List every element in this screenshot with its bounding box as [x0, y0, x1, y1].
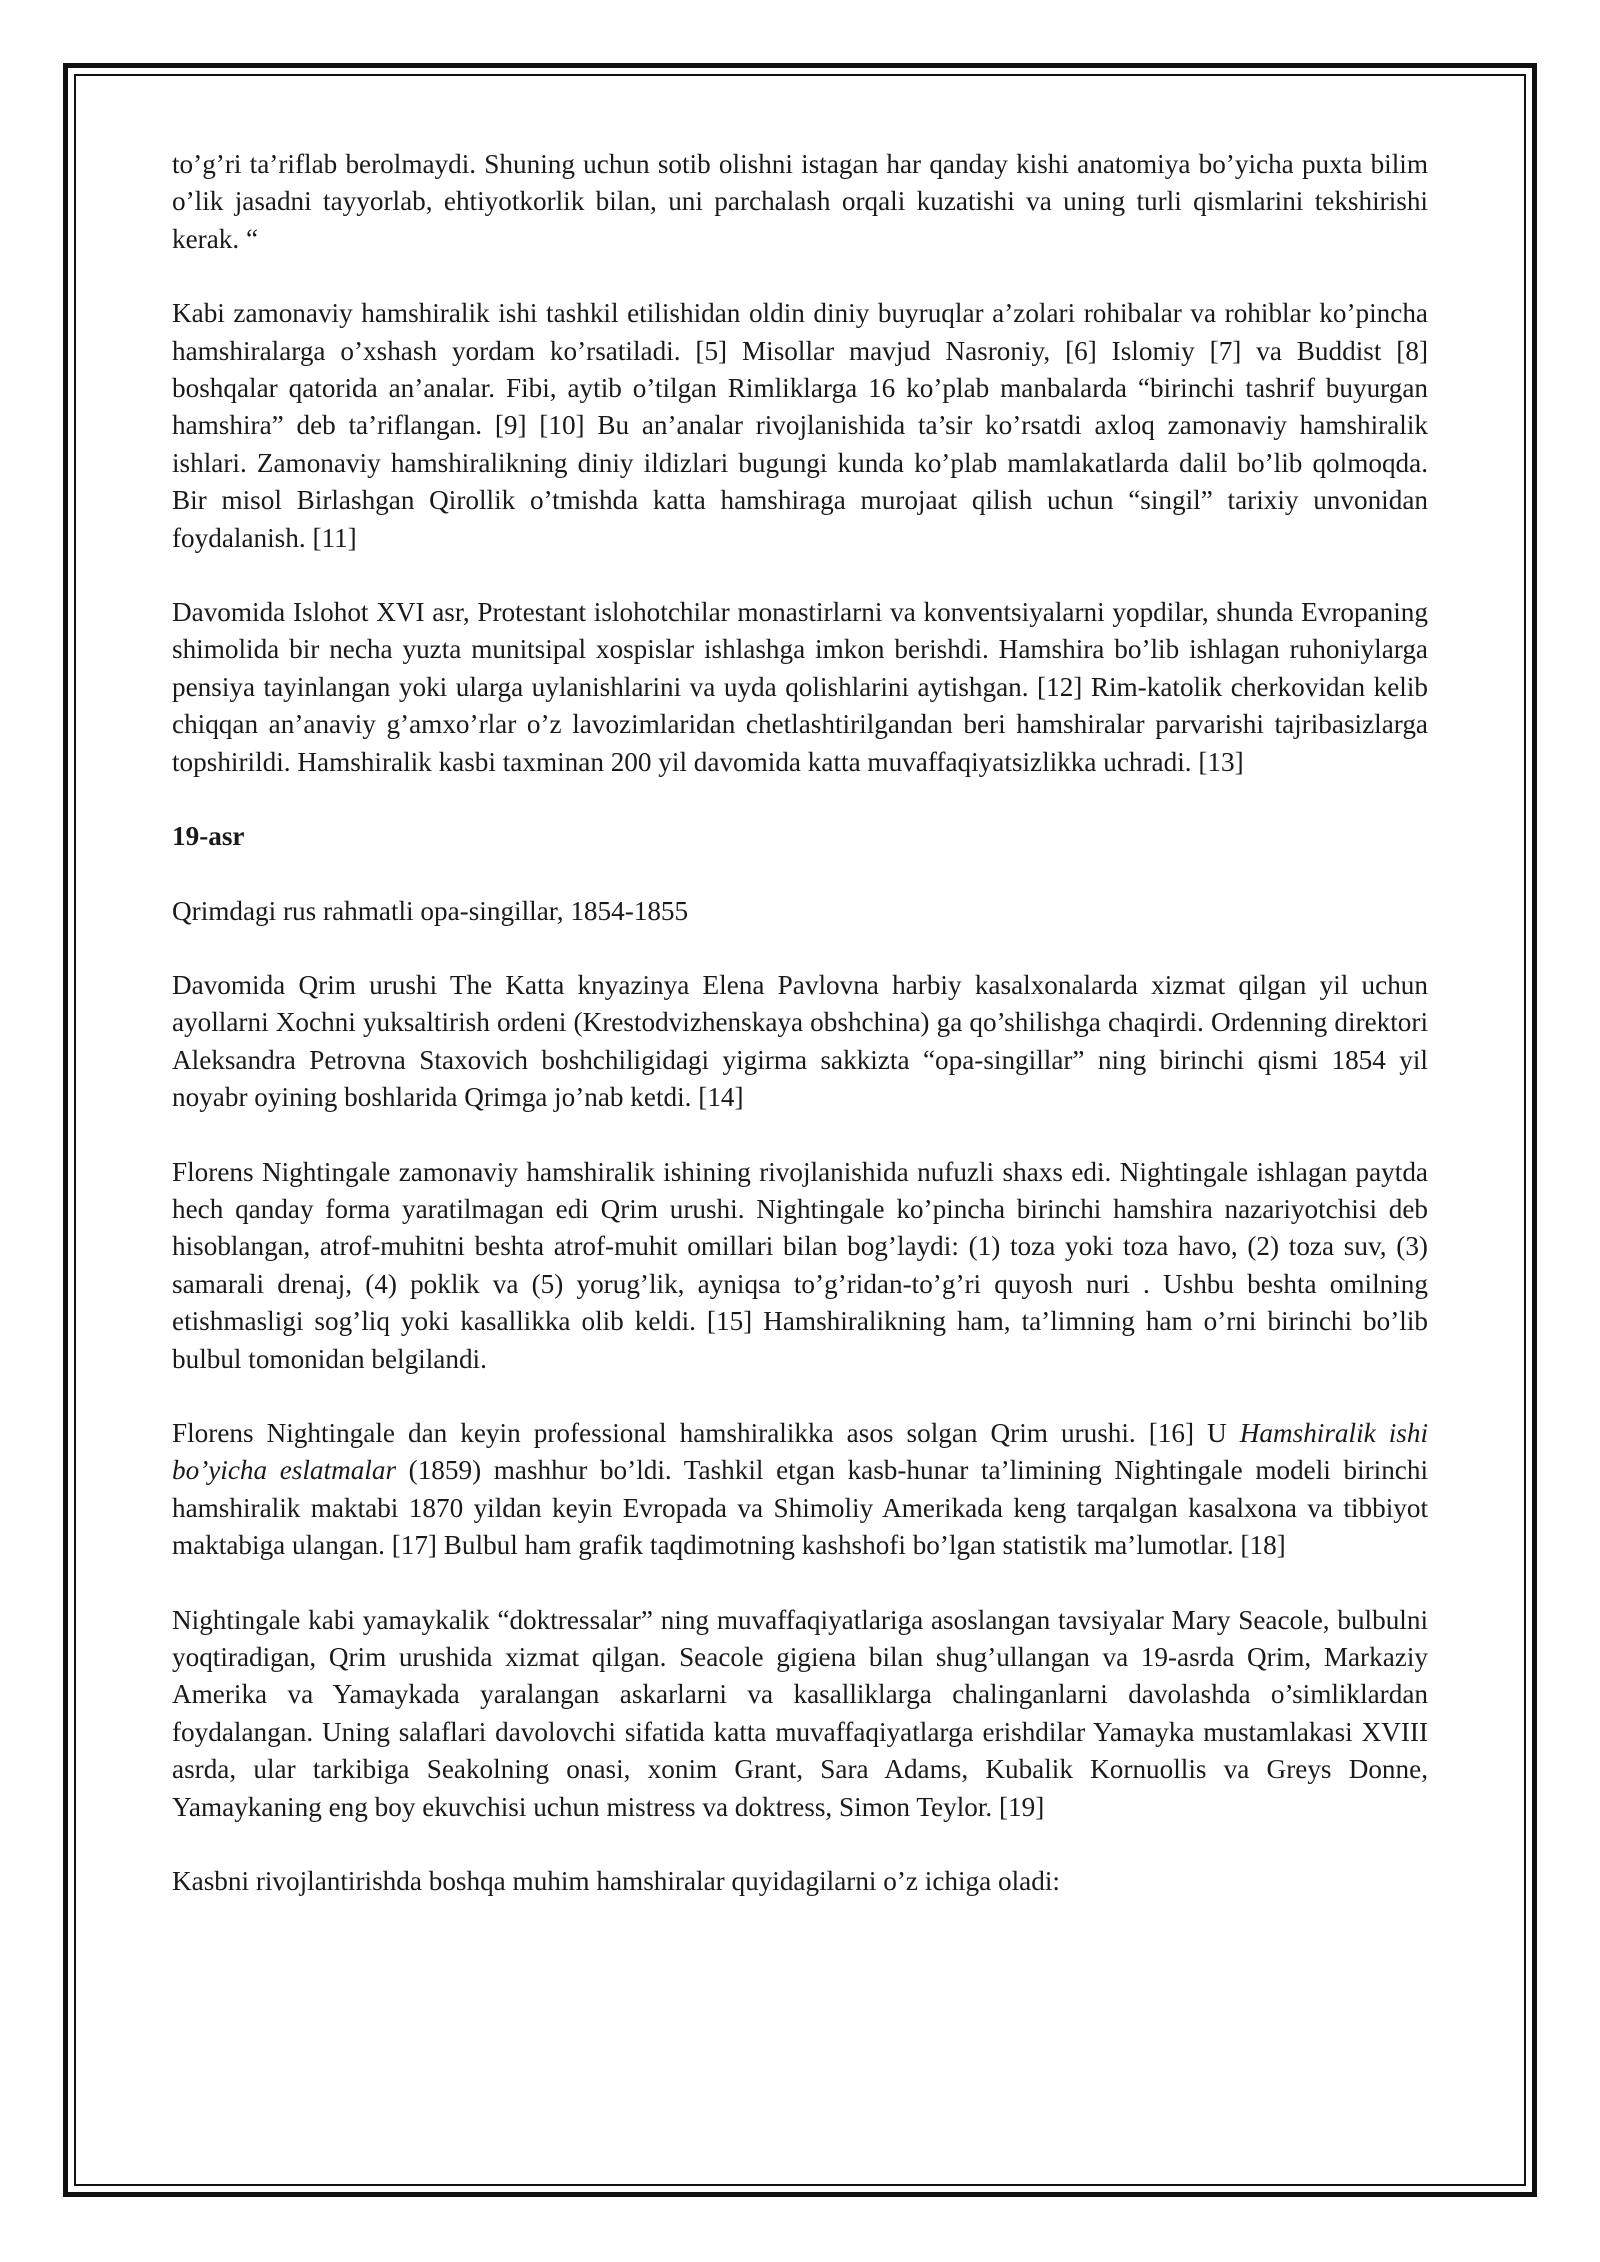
paragraph: Davomida Qrim urushi The Katta knyazinya Elena Pavlovna harbiy kasalxonalarda xizmat qilgan yil uchun ayollarni Xochni yuksaltirish ordeni (Krestodvizhenskaya obshchina) ga qo’shilishga chaqirdi. Ordenning direktori Aleksandra Petrovna Staxovich boshchiligidagi yigirma sakkizta “opa-singillar” ning birinchi qismi 1854 yil noyabr oyining boshlarida Qrimga jo’nab ketdi. [14]	[172, 969, 1428, 1113]
paragraph: Nightingale kabi yamaykalik “doktressalar” ning muvaffaqiyatlariga asoslangan tavsiyalar Mary Seacole, bulbulni yoqtiradigan, Qrim urushida xizmat qilgan. Seacole gigiena bilan shug’ullangan va 19-asrda Qrim, Markaziy Amerika va Yamaykada yaralangan askarlarni va kasalliklarga chalinganlarni davolashda o’simliklardan foydalangan. Uning salaflari davolovchi sifatida katta muvaffaqiyatlarga erishdilar Yamayka mustamlakasi XVIII asrda, ular tarkibiga Seakolning onasi, xonim Grant, Sara Adams, Kubalik Kornuollis va Greys Donne, Yamaykaning eng boy ekuvchisi uchun mistress va doktress, Simon Teylor. [19]	[172, 1604, 1428, 1822]
section-heading: 19-asr	[172, 821, 245, 852]
paragraph: Kabi zamonaviy hamshiralik ishi tashkil etilishidan oldin diniy buyruqlar a’zolari rohibalar va rohiblar ko’pincha hamshiralarga o’xshash yordam ko’rsatiladi. [5] Misollar mavjud Nasroniy, [6] Islomiy [7] va Buddist [8] boshqalar qatorida an’analar. Fibi, aytib o’tilgan Rimliklarga 16 ko’plab manbalarda “birinchi tashrif buyurgan hamshira” deb ta’riflangan. [9] [10] Bu an’analar rivojlanishida ta’sir ko’rsatdi axloq zamonaviy hamshiralik ishlari. Zamonaviy hamshiralikning diniy ildizlari bugungi kunda ko’plab mamlakatlarda dalil bo’lib qolmoqda. Bir misol Birlashgan Qirollik o’tmishda katta hamshiraga murojaat qilish uchun “singil” tarixiy unvonidan foydalanish. [11]	[172, 298, 1428, 553]
paragraph: Qrimdagi rus rahmatli opa-singillar, 1854-1855	[172, 895, 689, 926]
book-title: Hamshiralik ishi bo’yicha eslatmalar	[172, 1417, 1428, 1486]
paragraph: Kasbni rivojlantirishda boshqa muhim hamshiralar quyidagilarni o’z ichiga oladi:	[172, 1866, 1060, 1897]
paragraph: to’g’ri ta’riflab berolmaydi. Shuning uchun sotib olishni istagan har qanday kishi anatomiya bo’yicha puxta bilim o’lik jasadni tayyorlab, ehtiyotkorlik bilan, uni parchalash orqali kuzatishi va uning turli qismlarini tekshirishi kerak. “	[172, 149, 1428, 254]
paragraph	[172, 1415, 1428, 1565]
paragraph: Florens Nightingale zamonaviy hamshiralik ishining rivojlanishida nufuzli shaxs edi. Nightingale ishlagan paytda hech qanday forma yaratilmagan edi Qrim urushi. Nightingale ko’pincha birinchi hamshira nazariyotchisi deb hisoblangan, atrof-muhitni beshta atrof-muhit omillari bilan bog’laydi: (1) toza yoki toza havo, (2) toza suv, (3) samarali drenaj, (4) poklik va (5) yorug’lik, ayniqsa to’g’ridan-to’g’ri quyosh nuri . Ushbu beshta omilning etishmasligi sog’liq yoki kasallikka olib keldi. [15] Hamshiralikning ham, ta’limning ham o’rni birinchi bo’lib bulbul tomonidan belgilandi.	[172, 1156, 1428, 1374]
paragraph-text-before: Florens Nightingale dan keyin professional hamshiralikka asos solgan Qrim urushi. [16] U	[172, 1417, 1240, 1448]
document-body	[172, 146, 1428, 1937]
paragraph: Davomida Islohot XVI asr, Protestant islohotchilar monastirlarni va konventsiyalarni yopdilar, shunda Evropaning shimolida bir necha yuzta munitsipal xospislar ishlashga imkon berishdi. Hamshira bo’lib ishlagan ruhoniylarga pensiya tayinlangan yoki ularga uylanishlarini va uyda qolishlarini aytishgan. [12] Rim-katolik cherkovidan kelib chiqqan an’anaviy g’amxo’rlar o’z lavozimlaridan chetlashtirilgandan beri hamshiralar parvarishi tajribasizlarga topshirildi. Hamshiralik kasbi taxminan 200 yil davomida katta muvaffaqiyatsizlikka uchradi. [13]	[172, 597, 1428, 777]
paragraph-text-after: (1859) mashhur bo’ldi. Tashkil etgan kasb-hunar ta’limining Nightingale modeli birinchi hamshiralik maktabi 1870 yildan keyin Evropada va Shimoliy Amerikada keng tarqalgan kasalxona va tibbiyot maktabiga ulangan. [17] Bulbul ham grafik taqdimotning kashshofi bo’lgan statistik ma’lumotlar. [18]	[172, 1455, 1429, 1561]
